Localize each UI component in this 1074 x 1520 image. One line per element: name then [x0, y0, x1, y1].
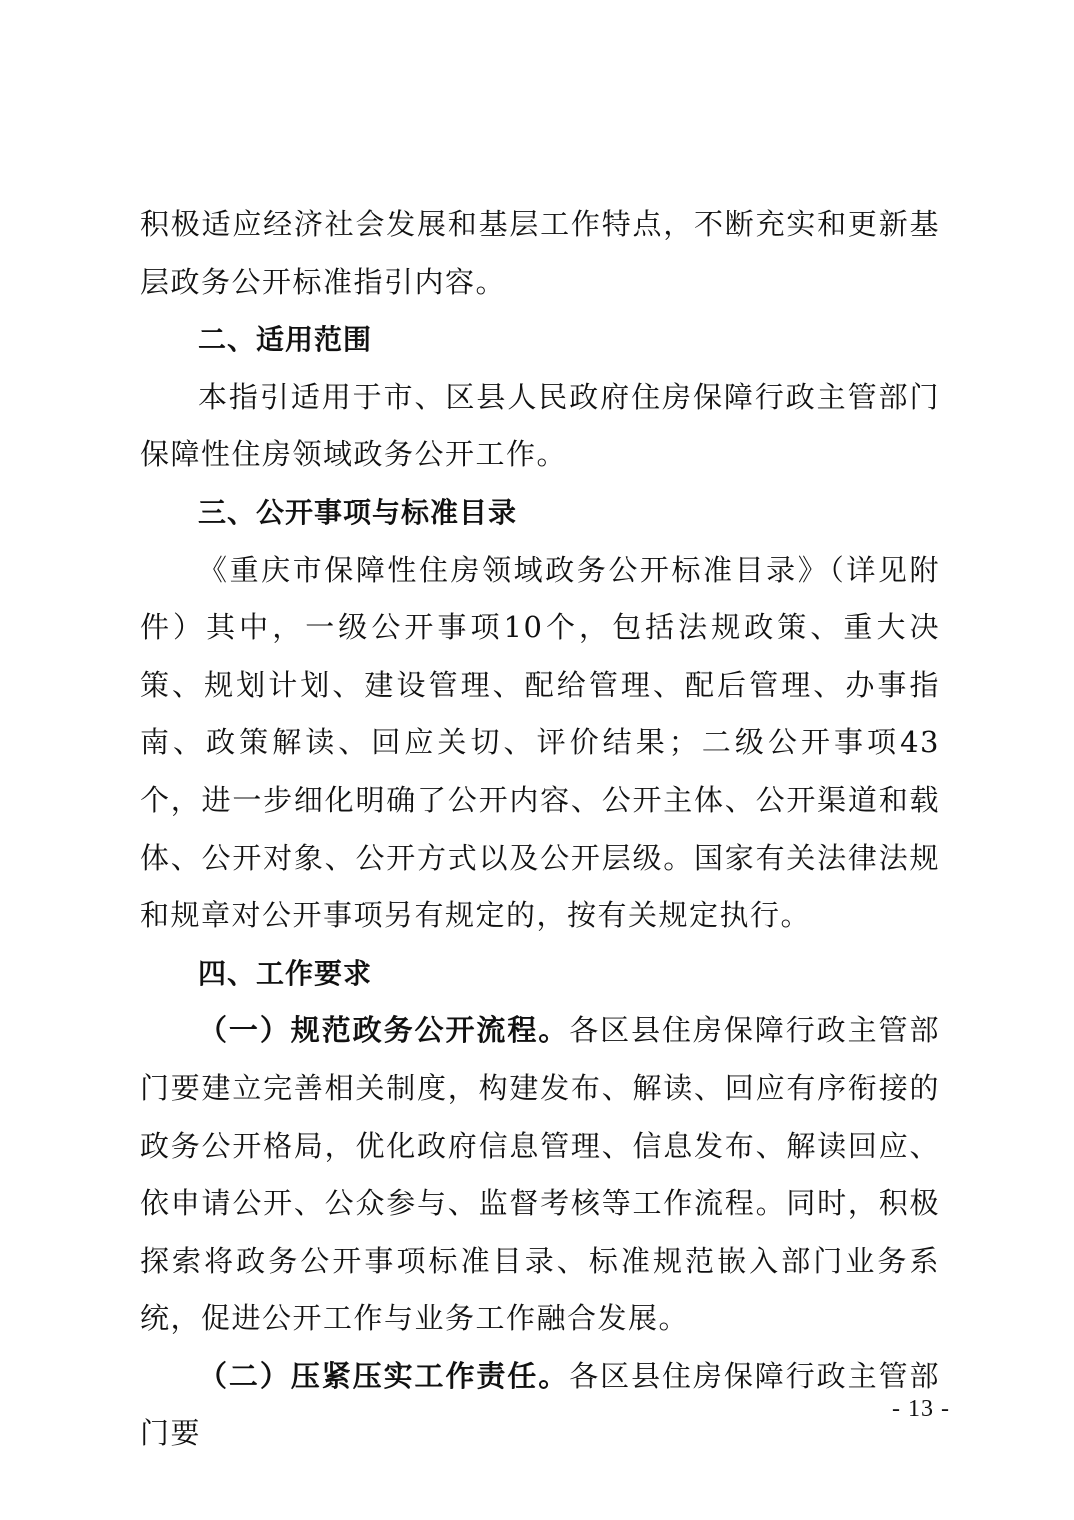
requirement-1-body: 各区县住房保障行政主管部门要建立完善相关制度，构建发布、解读、回应有序衔接的政务公开格局，优化政府信息管理、信息发布、解读回应、依申请公开、公众参与、监督考核等工作流程。同时，积极探索将政务公开事项标准目录、标准规范嵌入部门业务系统，促进公开工作与业务工作融合发展。: [140, 1013, 940, 1336]
paragraph-requirement-2: [140, 1348, 940, 1463]
paragraph-catalog: 《重庆市保障性住房领域政务公开标准目录》（详见附件）其中，一级公开事项10个，包括法规政策、重大决策、规划计划、建设管理、配给管理、配后管理、办事指南、政策解读、回应关切、评价结果；二级公开事项43个，进一步细化明确了公开内容、公开主体、公开渠道和载体、公开对象、公开方式以及公开层级。国家有关法律法规和规章对公开事项另有规定的，按有关规定执行。: [140, 552, 940, 933]
paragraph-requirement-1: [140, 1002, 940, 1348]
requirement-1-lead: （一）规范政务公开流程。: [198, 1013, 570, 1048]
requirement-2-lead: （二）压紧压实工作责任。: [198, 1358, 570, 1393]
document-body: [140, 196, 940, 1463]
page-number: - 13 -: [892, 1396, 950, 1422]
section-heading-scope: 二、适用范围: [198, 323, 373, 357]
requirement-2-body: 各区县住房保障行政主管部门要: [140, 1358, 940, 1451]
paragraph-scope: 本指引适用于市、区县人民政府住房保障行政主管部门保障性住房领域政务公开工作。: [140, 379, 940, 472]
section-heading-requirements: 四、工作要求: [198, 956, 373, 990]
section-heading-catalog: 三、公开事项与标准目录: [198, 495, 518, 529]
paragraph-continuation: 积极适应经济社会发展和基层工作特点，不断充实和更新基层政务公开标准指引内容。: [140, 207, 940, 299]
